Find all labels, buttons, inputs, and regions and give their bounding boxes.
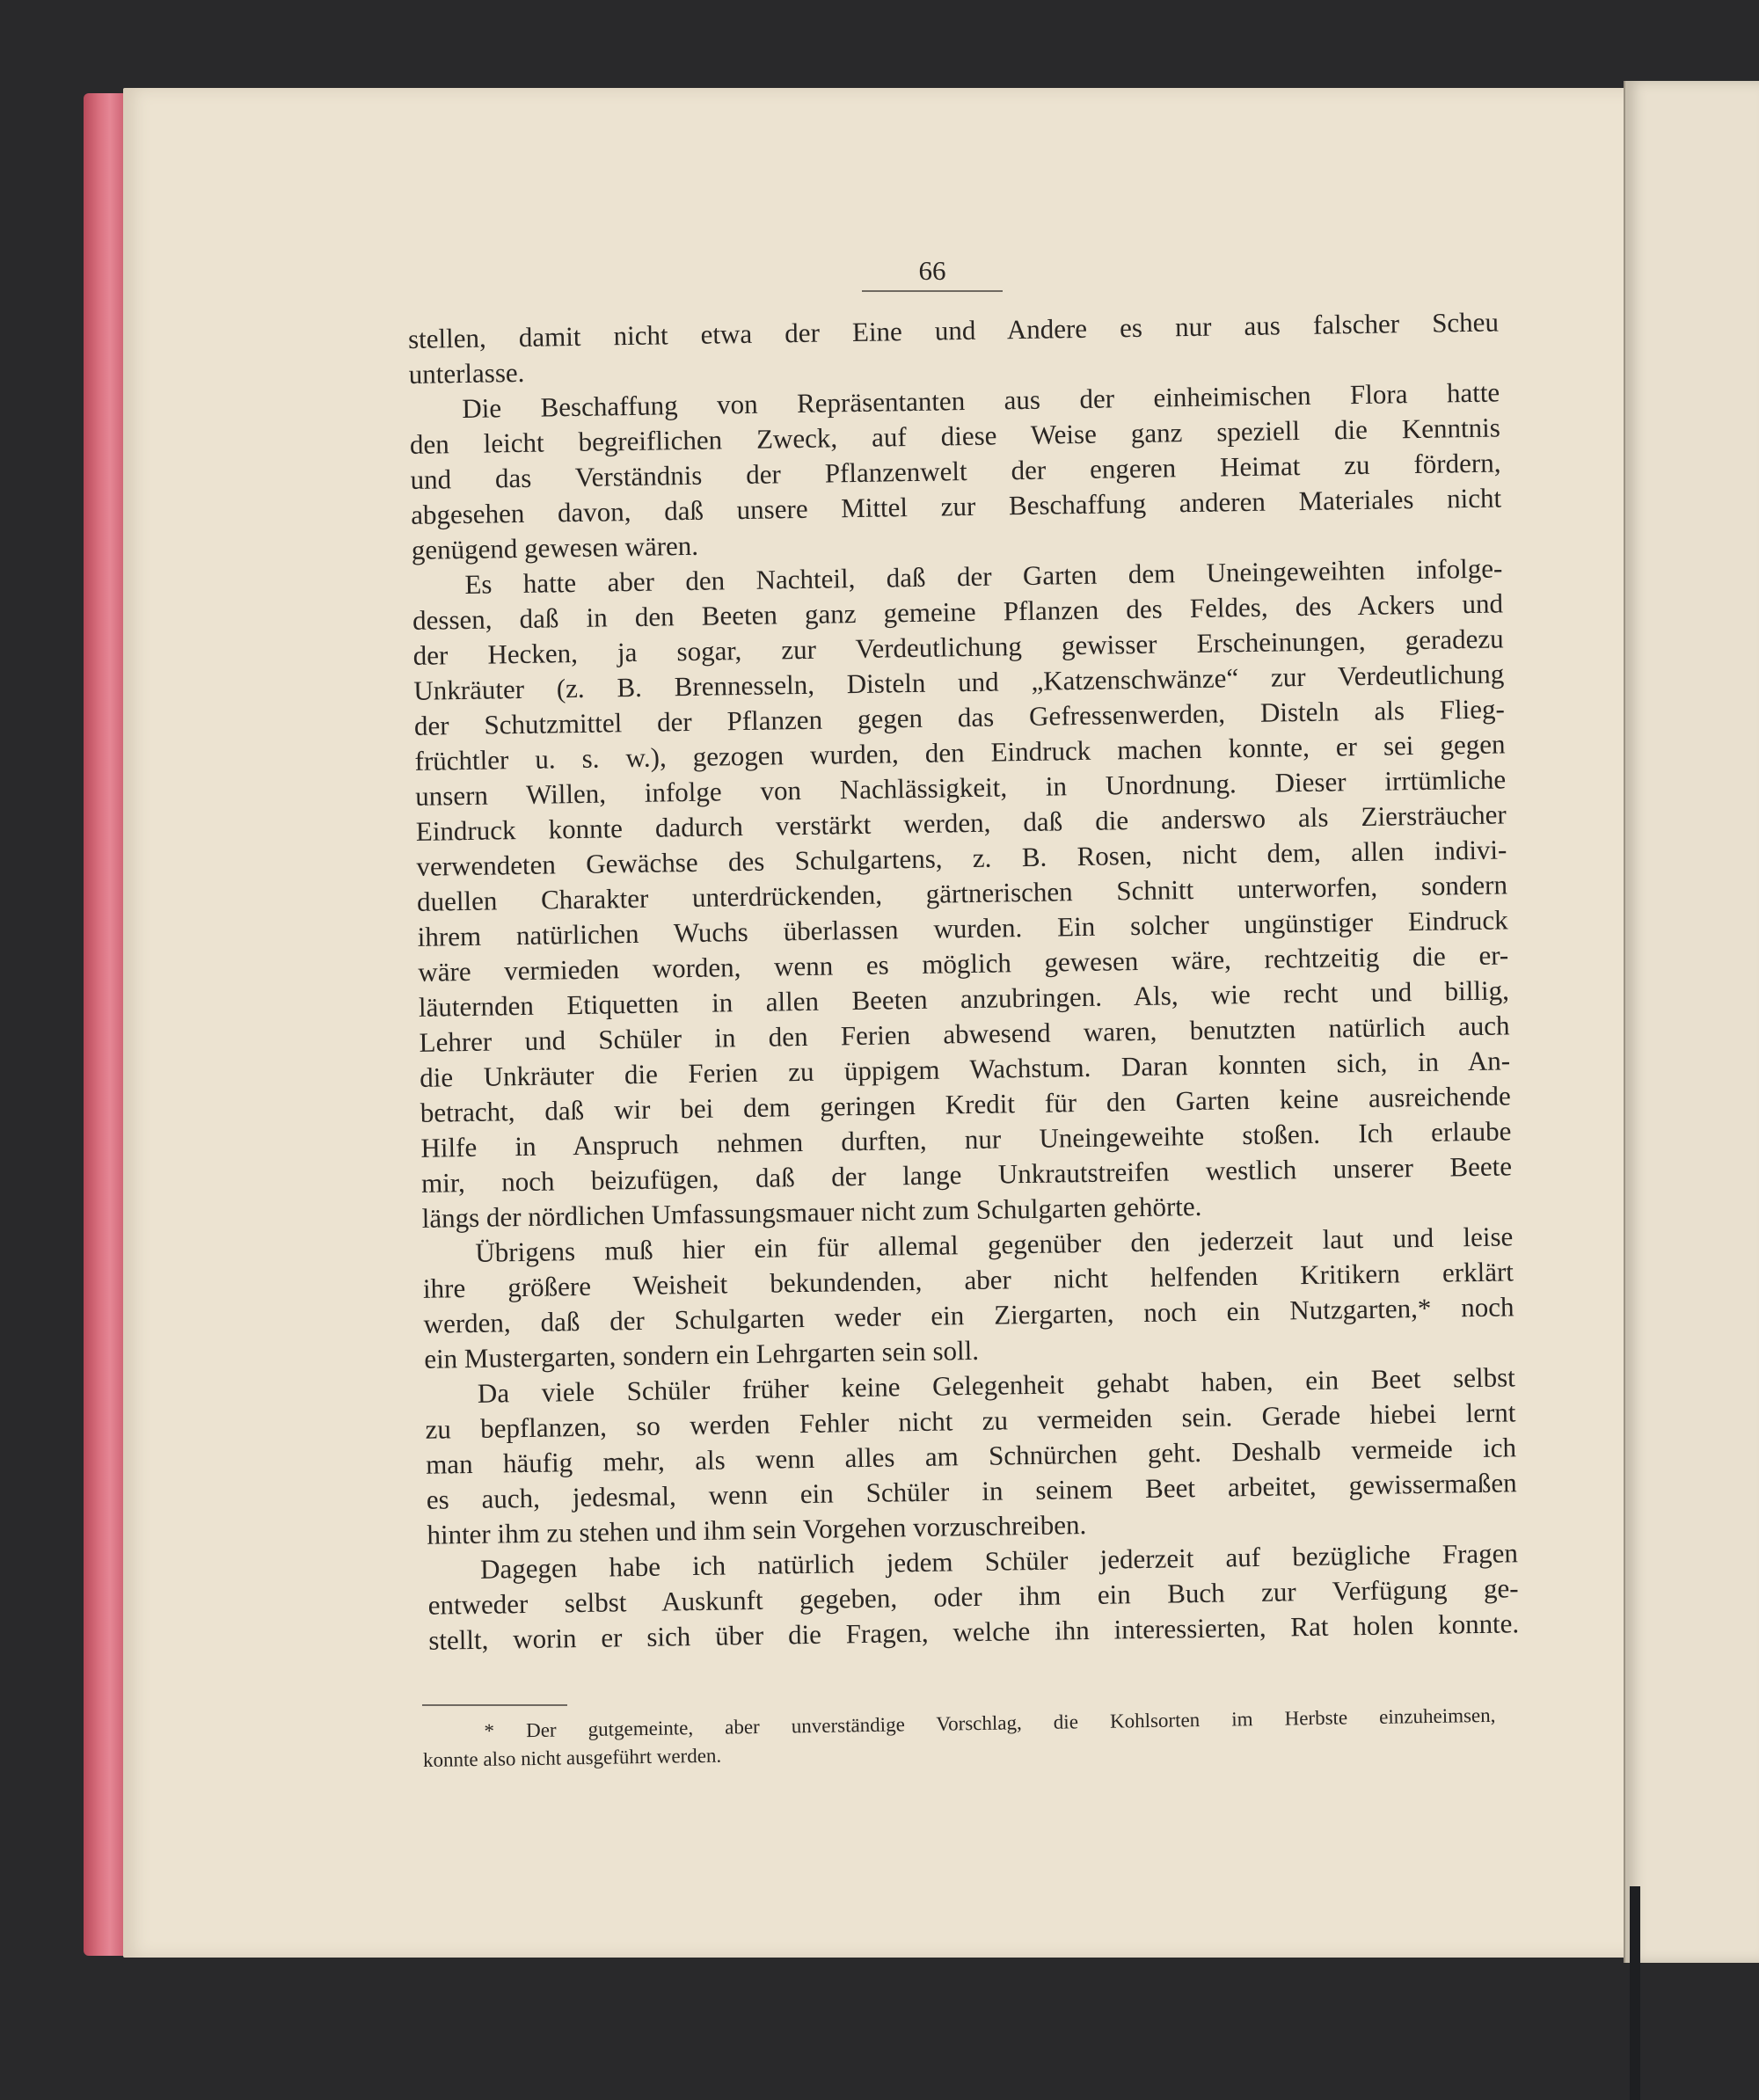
footnote-rule [422,1704,567,1706]
text-line: man häufig mehr, als wenn alles am Schnürchen geht. Deshalb vermeide ich [425,1432,1517,1480]
book-page-edge [84,93,128,1956]
text-line: Unkräuter (z. B. Brennesseln, Disteln und „Katzenschwänze“ zur Verdeutlichung [413,658,1505,706]
text-line: Eindruck konnte dadurch verstärkt werden, daß die anderswo als Ziersträucher [415,798,1507,847]
text-line: genügend gewesen wären. [411,529,699,565]
text-line: die Unkräuter die Ferien zu üppigem Wachstum. Daran konnten sich, in An- [419,1045,1511,1093]
bookmark-ribbon [1630,1886,1640,2100]
text-line: Die Beschaffung von Repräsentanten aus der einheimischen Flora hatte [462,376,1500,424]
text-line: verwendeten Gewächse des Schulgartens, z. B. Rosen, nicht dem, allen indivi- [416,834,1507,882]
text-line: betracht, daß wir bei dem geringen Kredit für den Garten keine ausreichende [420,1080,1511,1128]
text-line: Lehrer und Schüler in den Ferien abwesend waren, benutzten natürlich auch [419,1010,1510,1058]
text-line: entweder selbst Auskunft gegeben, oder ihm ein Buch zur Verfügung ge- [427,1572,1519,1621]
text-line: ein Mustergarten, sondern ein Lehrgarten sein soll. [424,1334,980,1374]
text-line: mir, noch beizufügen, daß der lange Unkrautstreifen westlich unserer Beete [420,1150,1513,1199]
text-line: hinter ihm zu stehen und ihm sein Vorgehen vorzuschreiben. [427,1509,1087,1550]
text-line: duellen Charakter unterdrückenden, gärtnerischen Schnitt unterworfen, sondern [416,869,1508,917]
text-line: längs der nördlichen Umfassungsmauer nicht zum Schulgarten gehörte. [421,1190,1202,1234]
text-line: den leicht begreiflichen Zweck, auf diese Weise ganz speziell die Kenntnis [409,412,1501,460]
text-line: Dagegen habe ich natürlich jedem Schüler jederzeit auf bezügliche Fragen [479,1537,1519,1585]
text-line: es auch, jedesmal, wenn ein Schüler in seinem Beet arbeitet, gewissermaßen [426,1467,1517,1515]
text-line: Da viele Schüler früher keine Gelegenheit gehabt haben, ein Beet selbst [477,1361,1516,1409]
text-line: dessen, daß in den Beeten ganz gemeine Pflanzen des Feldes, des Ackers und [412,587,1504,636]
text-line: früchtler u. s. w.), gezogen wurden, den Eindruck machen konnte, er sei gegen [414,728,1506,777]
text-line: werden, daß der Schulgarten weder ein Ziergarten, noch ein Nutzgarten,* noch [423,1291,1514,1339]
page-number: 66 [862,255,1003,292]
text-line: Hilfe in Anspruch nehmen durften, nur Uneingeweihte stoßen. Ich erlaube [420,1115,1512,1163]
text-line: stellt, worin er sich über die Fragen, welche ihn interessierten, Rat holen konnte. [428,1608,1520,1656]
facing-page-edge [1624,81,1759,1963]
text-line: unterlasse. [408,356,525,390]
footnote-line: konnte also nicht ausgeführt werden. [422,1744,722,1771]
text-line: und das Verständnis der Pflanzenwelt der engeren Heimat zu fördern, [410,447,1501,495]
text-line: stellen, damit nicht etwa der Eine und Andere es nur aus falscher Scheu [407,306,1500,354]
text-line: abgesehen davon, daß unsere Mittel zur Beschaffung anderen Materiales nicht [410,482,1502,530]
footnote-line: * Der gutgemeinte, aber unverständige Vorschlag, die Kohlsorten im Herbste einzuheimsen, [484,1703,1496,1742]
text-line: wäre vermieden worden, wenn es möglich gewesen wäre, rechtzeitig die er- [418,939,1509,988]
text-line: der Schutzmittel der Pflanzen gegen das Gefressenwerden, Disteln als Flieg- [413,693,1506,741]
text-line: ihre größere Weisheit bekundenden, aber nicht helfenden Kritikern erklärt [422,1256,1514,1304]
text-line: zu bepflanzen, so werden Fehler nicht zu vermeiden sein. Gerade hiebei lernt [425,1396,1516,1445]
text-line: Es hatte aber den Nachteil, daß der Garten dem Uneingeweihten infolge- [464,552,1503,600]
text-line: ihrem natürlichen Wuchs überlassen wurden. Ein solcher ungünstiger Eindruck [417,904,1508,952]
text-line: unsern Willen, infolge von Nachlässigkeit, in Unordnung. Dieser irrtümliche [414,763,1507,812]
text-line: der Hecken, ja sogar, zur Verdeutlichung gewisser Erscheinungen, geradezu [412,623,1504,671]
text-line: Übrigens muß hier ein für allemal gegenüber den jederzeit laut und leise [475,1221,1514,1268]
text-line: läuternden Etiquetten in allen Beeten anzubringen. Als, wie recht und billig, [418,974,1510,1023]
